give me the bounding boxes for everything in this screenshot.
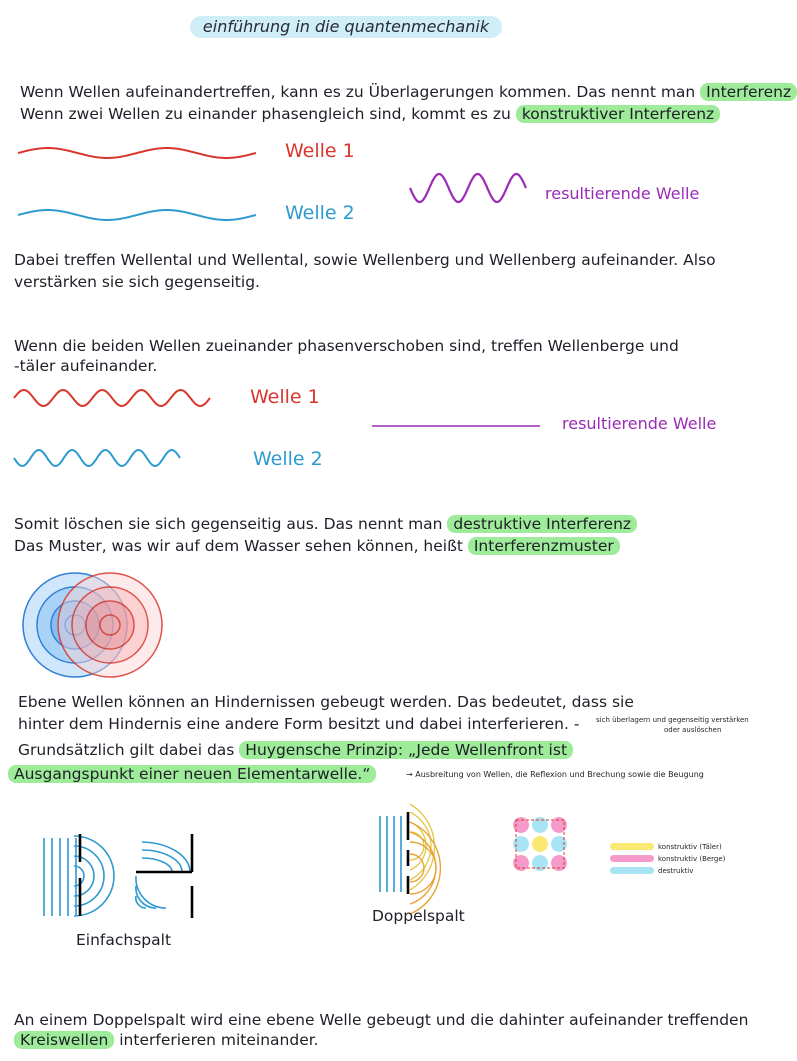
highlight-kreiswellen: Kreiswellen xyxy=(14,1031,114,1049)
paragraph-4-line-1 xyxy=(14,514,637,534)
wave-1-label: Welle 1 xyxy=(285,140,355,162)
wave-1-label-2: Welle 1 xyxy=(250,386,320,408)
legend-label-2: konstruktiv (Berge) xyxy=(658,855,726,863)
resulting-wave-label-2: resultierende Welle xyxy=(562,414,717,433)
paragraph-3-line-2: -täler aufeinander. xyxy=(14,357,158,375)
wave-2-blue xyxy=(18,200,258,230)
text: Wenn Wellen aufeinandertreffen, kann es zu Überlagerungen kommen. Das nennt man xyxy=(20,83,701,101)
double-slit-diagram xyxy=(376,810,476,900)
text: Wenn zwei Wellen zu einander phasengleich sind, kommt es zu xyxy=(20,105,516,123)
resulting-wave-purple xyxy=(410,166,530,206)
paragraph-5-line-4 xyxy=(8,764,376,784)
double-slit-label: Doppelspalt xyxy=(372,907,465,925)
paragraph-2-line-1: Dabei treffen Wellental und Wellental, sowie Wellenberg und Wellenberg aufeinander. Also xyxy=(14,251,716,269)
interference-color-grid xyxy=(512,816,572,876)
side-note-a: sich überlagern und gegenseitig verstärken xyxy=(596,716,749,724)
wave-1-red xyxy=(18,138,258,168)
legend-swatch-pink xyxy=(610,855,654,862)
paragraph-5-line-2: hinter dem Hindernis eine andere Form besitzt und dabei interferieren. - xyxy=(18,715,580,733)
single-slit-diagram xyxy=(40,832,210,922)
single-slit-label: Einfachspalt xyxy=(76,931,172,949)
wave-2-label-2: Welle 2 xyxy=(253,448,323,470)
wave-2-label: Welle 2 xyxy=(285,202,355,224)
flat-resulting-line xyxy=(372,424,542,428)
interference-circles xyxy=(20,570,170,680)
legend-swatch-yellow xyxy=(610,843,654,850)
side-note-b: oder auslöschen xyxy=(664,726,722,734)
paragraph-3-line-1: Wenn die beiden Wellen zueinander phasenverschoben sind, treffen Wellenberge und xyxy=(14,337,679,355)
paragraph-4-line-2 xyxy=(14,536,620,556)
highlight-destruktive-interferenz: destruktive Interferenz xyxy=(447,515,637,533)
highlight-konstruktive-interferenz: konstruktiver Interferenz xyxy=(516,105,720,123)
text: Grundsätzlich gilt dabei das xyxy=(18,741,240,759)
paragraph-6-line-2 xyxy=(14,1030,319,1050)
paragraph-1-line-1 xyxy=(20,82,797,102)
paragraph-5-line-1: Ebene Wellen können an Hindernissen gebeugt werden. Das bedeutet, dass sie xyxy=(18,693,634,711)
highlight-interferenzmuster: Interferenzmuster xyxy=(468,537,620,555)
highlight-interferenz: Interferenz xyxy=(700,83,797,101)
wave-2-blue-shifted xyxy=(14,444,184,474)
highlight-huygens-1: Huygensche Prinzip: „Jede Wellenfront ist xyxy=(239,741,573,759)
red-circles xyxy=(58,573,162,677)
legend-swatch-cyan xyxy=(610,867,654,874)
paragraph-6-line-1: An einem Doppelspalt wird eine ebene Welle gebeugt und die dahinter aufeinander treffenden xyxy=(14,1011,749,1029)
legend-label-1: konstruktiv (Täler) xyxy=(658,843,722,851)
legend-label-3: destruktiv xyxy=(658,867,694,875)
text: interferieren miteinander. xyxy=(114,1031,319,1049)
paragraph-5-line-3 xyxy=(18,740,573,760)
resulting-wave-label: resultierende Welle xyxy=(545,184,700,203)
paragraph-1-line-2 xyxy=(20,104,720,124)
wave-1-red-shifted xyxy=(14,384,214,414)
paragraph-2-line-2: verstärken sie sich gegenseitig. xyxy=(14,273,260,291)
arrow-note: → Ausbreitung von Wellen, die Reflexion und Brechung sowie die Beugung xyxy=(406,770,704,779)
page-title: einführung in die quantenmechanik xyxy=(190,16,502,38)
text: Somit löschen sie sich gegenseitig aus. Das nennt man xyxy=(14,515,448,533)
highlight-huygens-2: Ausgangspunkt einer neuen Elementarwelle.“ xyxy=(8,765,376,783)
text: Das Muster, was wir auf dem Wasser sehen können, heißt xyxy=(14,537,468,555)
